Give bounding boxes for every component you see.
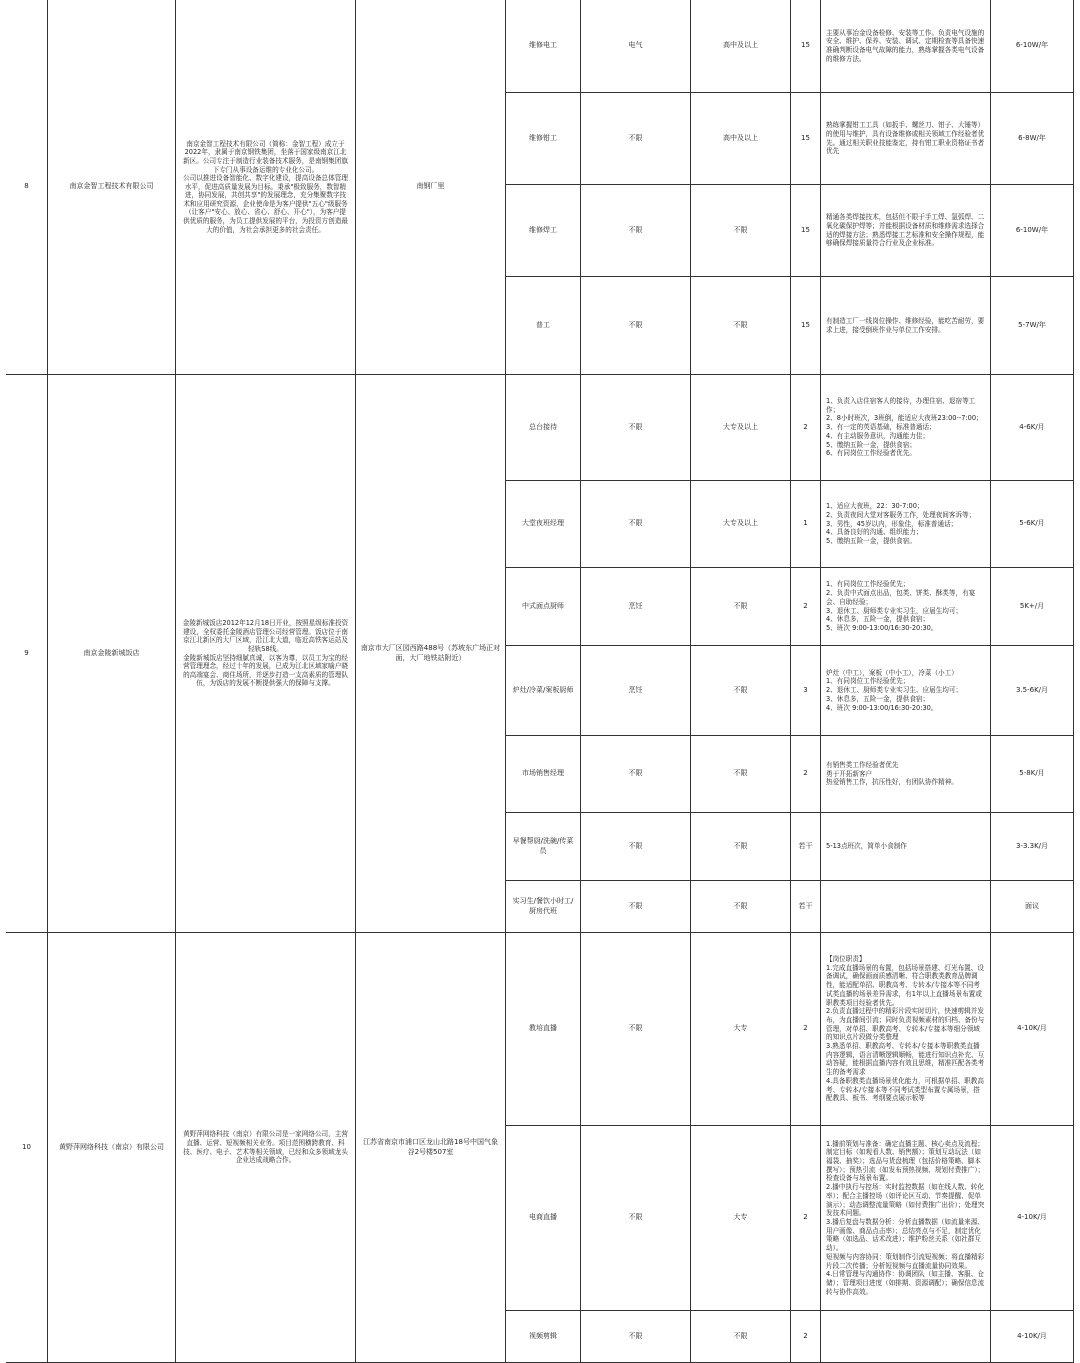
job-count: 15 [791,277,821,375]
company-description: 南京金智工程技术有限公司（简称：金智工程）成立于2022年，隶属于南京钢铁集团，坐落于国家级南京江北新区。公司专注于制造行业装备技术服务，是南钢集团旗下专门从事设备运维的专业化公司。 公司以推进设备智能化、数字化建设，提高设备总体管理水平，促进高质量发展为目标。秉承"极致服务，数智精进，协同发展，共创共享"的发展理念，充分集聚数字技术和应用研究资源，企业使命是为客户提供"五心"级服务（让客户"安心、放心、省心、舒心、开心"），为客户提供优质的服务，为员工提供发展的平台，为投资方创造最大的价值，为社会承担更多的社会责任。 [176,0,356,375]
job-major: 不限 [581,481,691,568]
job-major: 不限 [581,736,691,813]
job-title: 教培直播 [506,933,581,1126]
job-major: 不限 [581,1126,691,1311]
job-edu: 高中及以上 [691,93,791,185]
job-count: 2 [791,736,821,813]
company-name: 南京金陵新城饭店 [48,375,176,933]
job-major: 烹饪 [581,568,691,646]
job-salary: 4-10K/月 [991,933,1074,1126]
job-title: 实习生/餐饮小时工/厨房代班 [506,881,581,933]
company-description: 黄野萍网络科技（南京）有限公司是一家网络公司，主营直播、运营、短视频相关业务。项目范围横跨教育、科技、医疗、电子、艺术等相关领域，已经和众多领域龙头企业达成战略合作。 [176,933,356,1363]
job-salary: 4-10K/月 [991,1126,1074,1311]
job-salary: 5-7W/年 [991,277,1074,375]
job-count: 1 [791,481,821,568]
job-count: 2 [791,1126,821,1311]
job-requirements: 1、负责入店住宿客人的接待，办理住宿、退宿等工作； 2、8小时班次，3班倒，能适应大夜班23:00--7:00； 3、有一定的英语基础，标准普通话； 4、有主动服务意识，沟通能力佳； 5、缴纳五险一金，提供食宿； 6、有同岗位工作经验者优先。 [821,375,991,481]
job-count: 15 [791,185,821,277]
job-requirements: 1.播前策划与准备：确定直播主题、核心卖点及流程；制定目标（如观看人数、销售额）；策划互动玩法（如福袋、抽奖）；选品与货盘梳理（包括价格策略、脚本撰写）；预热引流（如发布预热视频、规划付费推广）；检查设备与场景布置。 2.播中执行与控场：实时监控数据（如在线人数、转化率）；配合主播控场（如评论区互动、节奏提醒、促单演示）；动态调整流量策略（如付费推广出价）；处理突发技术问题。 3.播后复盘与数据分析：分析直播数据（如流量来源、用户画像、商品点击率）；总结亮点与不足，制定优化策略（如选品、话术改进）；维护粉丝关系（如社群互动）。 短视频与内容协同：策划制作引流短视频；将直播精彩片段二次传播；分析短视频与直播流量协同效果。 4.日常管理与沟通协作：协调团队（如主播、客服、仓储）；管理项目进度（如排期、资源调配）；确保信息流转与协作高效。 [821,1126,991,1311]
job-edu: 大专 [691,1126,791,1311]
job-major: 不限 [581,881,691,933]
job-edu: 不限 [691,1311,791,1363]
job-requirements [821,1311,991,1363]
job-requirements: 1、有同岗位工作经验优先； 2、负责中式面点出品，包类、饼类、酥类等，有宴会、自助经验； 3、退休工、厨师类专业实习生，应届生均可； 4、休息多，五险一金，提供食宿； 5、班次 9:00-13:00/16:30-20:30。 [821,568,991,646]
job-edu: 不限 [691,277,791,375]
job-major: 烹饪 [581,646,691,736]
job-edu: 高中及以上 [691,0,791,93]
job-requirements: 炉灶（中工），案板（中小工），冷菜（小工） 1、有同岗位工作经验优先； 2、退休工、厨师类专业实习生、应届生均可； 3、休息多，五险一金，提供食宿； 4、班次 9:00-13:00/16:30-20:30。 [821,646,991,736]
job-count: 2 [791,933,821,1126]
company-address: 南钢厂里 [356,0,506,375]
job-salary: 面议 [991,881,1074,933]
job-major: 不限 [581,375,691,481]
job-edu: 大专及以上 [691,375,791,481]
job-requirements: 熟练掌握钳工工具（如扳手、螺丝刀、钳子、大锤等）的使用与维护，具有设备维修或相关领域工作经验者优先。通过相关职业技能鉴定，持有钳工职业资格证书者优先 [821,93,991,185]
job-edu: 大专 [691,933,791,1126]
job-requirements: 【岗位职责】 1.完成直播场景的布置，包括场景搭建、灯光布置、设备调试，确保画面质感清晰、符合职教类教育品牌调性，能适配单招、职教高考、专转本/专接本等不同考试类直播的场景差异需求，有1年以上直播场景布置或职教类项目经验者优先。 2.负责直播过程中的精彩片段实时切片，快速剪辑并发布，为直播间引流；同时负责视频素材的归档、备份与管理，对单招、职教高考、专转本/专接本等细分领域的知识点片段做分类整理 3.熟悉单招、职教高考、专转本/专接本等职教类直播内容逻辑，语言清晰逻辑顺畅，能进行知识点补充、互动答疑，能根据直播内容有效且思维，精准匹配各类考生的备考需求 4.具备职教类直播场景优化能力，可根据单招、职教高考、专转本/专接本等不同考试类型布置专属场景，搭配教具、板书、考纲要点展示板等 [821,933,991,1126]
job-salary: 5K+/月 [991,568,1074,646]
job-count: 15 [791,93,821,185]
job-major: 不限 [581,185,691,277]
job-salary: 3.5-6K/月 [991,646,1074,736]
job-edu: 不限 [691,736,791,813]
job-salary: 3-3.3K/月 [991,813,1074,881]
job-requirements: 有销售类工作经验者优先 勇于开拓新客户 热爱销售工作，抗压性好，有团队协作精神。 [821,736,991,813]
job-count: 若干 [791,881,821,933]
job-salary: 4-10K/月 [991,1311,1074,1363]
job-count: 若干 [791,813,821,881]
job-edu: 不限 [691,813,791,881]
job-edu: 不限 [691,646,791,736]
job-edu: 不限 [691,185,791,277]
job-requirements: 主要从事冶金设备检修、安装等工作。负责电气设施的安全、维护、保养、安装、调试、定期检查等具备快速准确判断设备电气故障的能力，熟练掌握各类电气设备的维修方法。 [821,0,991,93]
job-title: 总台接待 [506,375,581,481]
job-edu: 不限 [691,568,791,646]
job-title: 大堂夜班经理 [506,481,581,568]
job-salary: 4-6K/月 [991,375,1074,481]
job-major: 电气 [581,0,691,93]
company-name: 南京金智工程技术有限公司 [48,0,176,375]
job-edu: 不限 [691,881,791,933]
job-title: 电商直播 [506,1126,581,1311]
job-title: 早餐帮厨/洗碗/传菜员 [506,813,581,881]
job-count: 2 [791,375,821,481]
job-title: 市场销售经理 [506,736,581,813]
job-salary: 6-8W/年 [991,93,1074,185]
job-salary: 5-8K/月 [991,736,1074,813]
job-major: 不限 [581,933,691,1126]
job-count: 15 [791,0,821,93]
company-number: 8 [6,0,48,375]
company-address: 江苏省南京市浦口区龙山北路18号中国气象谷2号楼507室 [356,933,506,1363]
job-edu: 大专及以上 [691,481,791,568]
job-salary: 6-10W/年 [991,0,1074,93]
job-salary: 5-6K/月 [991,481,1074,568]
company-name: 黄野萍网络科技（南京）有限公司 [48,933,176,1363]
company-description: 金陵新城饭店2012年12月18日开业，按照星级标准投资建设，全权委托金陵酒店管理公司经营管理。饭店位于南京江北新区的大厂区域，沿江北大道，临近高铁客运站及轻轨S8线。 金陵新城饭店坚持细腻真诚，以客为尊，以员工为宝的经营管理理念，经过十年的发展，已成为江北区域家喻户晓的高端宴会、商住场所，并逐步打造一支高素质的管理队伍，为饭店的发展不断提供强大的保障与支撑。 [176,375,356,933]
job-title: 维修焊工 [506,185,581,277]
job-major: 不限 [581,1311,691,1363]
job-count: 2 [791,1311,821,1363]
job-count: 3 [791,646,821,736]
job-title: 维修电工 [506,0,581,93]
job-major: 不限 [581,277,691,375]
job-requirements: 1、适应大夜班，22：30-7:00； 2、负责夜间大堂对客服务工作，处理夜间客诉等； 3、男性，45岁以内，形象佳，标准普通话； 4、具备良好的沟通、组织能力； 5、缴纳五险一金，提供食宿。 [821,481,991,568]
job-title: 维修钳工 [506,93,581,185]
company-address: 南京市大厂区园西路488号（苏坡东广场正对面，大厂地铁站附近） [356,375,506,933]
job-requirements: 有制造工厂一线岗位操作、维修经验，能吃苦耐劳，要求上进，接受倒班作业与单位工作安排。 [821,277,991,375]
job-title: 炉灶/冷菜/案板厨师 [506,646,581,736]
job-title: 视频剪辑 [506,1311,581,1363]
job-major: 不限 [581,93,691,185]
job-major: 不限 [581,813,691,881]
job-count: 2 [791,568,821,646]
job-requirements: 精通各类焊接技术，包括但不限于手工焊、氩弧焊、二氧化碳保护焊等；并能根据设备材质和维修需求选择合适的焊接方法；熟悉焊接工艺标准和安全操作规程，能够确保焊接质量符合行业及企业标准。 [821,185,991,277]
job-salary: 6-10W/年 [991,185,1074,277]
company-number: 10 [6,933,48,1363]
job-requirements [821,881,991,933]
company-number: 9 [6,375,48,933]
job-title: 普工 [506,277,581,375]
recruitment-table [6,0,1074,1363]
job-title: 中式面点厨师 [506,568,581,646]
job-requirements: 5-13点班次，简单小食制作 [821,813,991,881]
